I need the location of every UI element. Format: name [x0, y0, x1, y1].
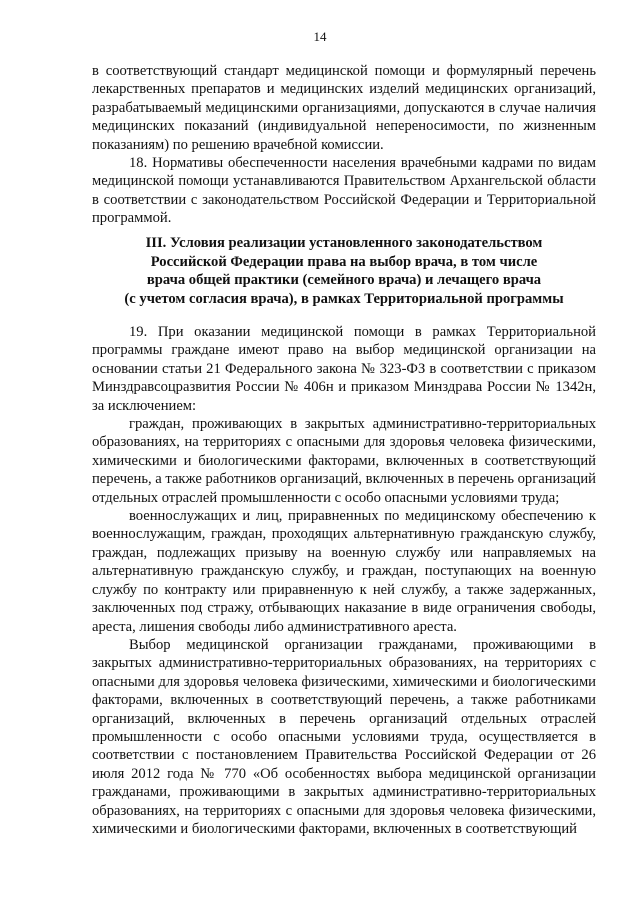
text-block-top	[92, 62, 596, 228]
section-heading-line-4: (с учетом согласия врача), в рамках Территориальной программы	[124, 290, 564, 307]
paragraph-exception-military: военнослужащих и лиц, приравненных по медицинскому обеспечению к военнослужащим, граждан, проходящих альтернативную гражданскую службу, граждан, подлежащих призыву на военную службу или направляемых на альтернативную гражданскую службу, и граждан, поступающих на военную службу по контракту или приравненную к ней службу, а также задержанных, заключенных под стражу, отбывающих наказание в виде ограничения свободы, ареста, лишения свободы либо административного ареста.	[92, 508, 596, 635]
paragraph-continuation: в соответствующий стандарт медицинской помощи и формулярный перечень лекарственных препаратов и медицинских изделий медицинских организаций, разрабатываемый медицинскими организациями, допускаются в случае наличия медицинских показаний (индивидуальной непереносимости, по жизненным показаниям) по решению врачебной комиссии.	[92, 63, 596, 153]
section-heading-line-2: Российской Федерации права на выбор врача, в том числе	[150, 253, 538, 270]
page-number: 14	[313, 29, 327, 44]
text-block-main	[92, 323, 596, 838]
paragraph-choice-procedure: Выбор медицинской организации гражданами, проживающими в закрытых административно-территориальных образованиях, на территориях с опасными для здоровья человека физическими, химическими и биологическими факторами, включенных в соответствующий перечень, а также работниками организаций, включенных в перечень организаций отдельных отраслей промышленности с особо опасными условиями труда, осуществляется в соответствии с постановлением Правительства Российской Федерации от 26 июля 2012 года № 770 «Об особенностях выбора медицинской организации гражданами, проживающими в закрытых административно-территориальных образованиях, на территориях с опасными для здоровья человека физическими, химическими и биологическими факторами, включенных в соответствующий	[92, 636, 596, 837]
paragraph-item-18: 18. Нормативы обеспеченности населения врачебными кадрами по видам медицинской помощи устанавливаются Правительством Архангельской области в соответствии с законодательством Российской Федерации и Территориальной программой.	[92, 155, 596, 227]
section-heading	[92, 234, 596, 308]
paragraph-exception-closed-territories: граждан, проживающих в закрытых административно-территориальных образованиях, на территориях с опасными для здоровья человека физическими, химическими и биологическими факторами, включенных в соответствующий перечень, а также работников организаций, включенных в перечень организаций отдельных отраслей промышленности с особо опасными условиями труда;	[92, 416, 596, 506]
section-heading-line-3: врача общей практики (семейного врача) и лечащего врача	[146, 272, 542, 289]
paragraph-item-19: 19. При оказании медицинской помощи в рамках Территориальной программы граждане имеют право на выбор медицинской организации на основании статьи 21 Федерального закона № 323-ФЗ в соответствии с приказом Минздравсоцразвития России № 406н и приказом Минздрава России № 1342н, за исключением:	[92, 324, 596, 414]
section-heading-line-1: III. Условия реализации установленного законодательством	[145, 235, 543, 251]
